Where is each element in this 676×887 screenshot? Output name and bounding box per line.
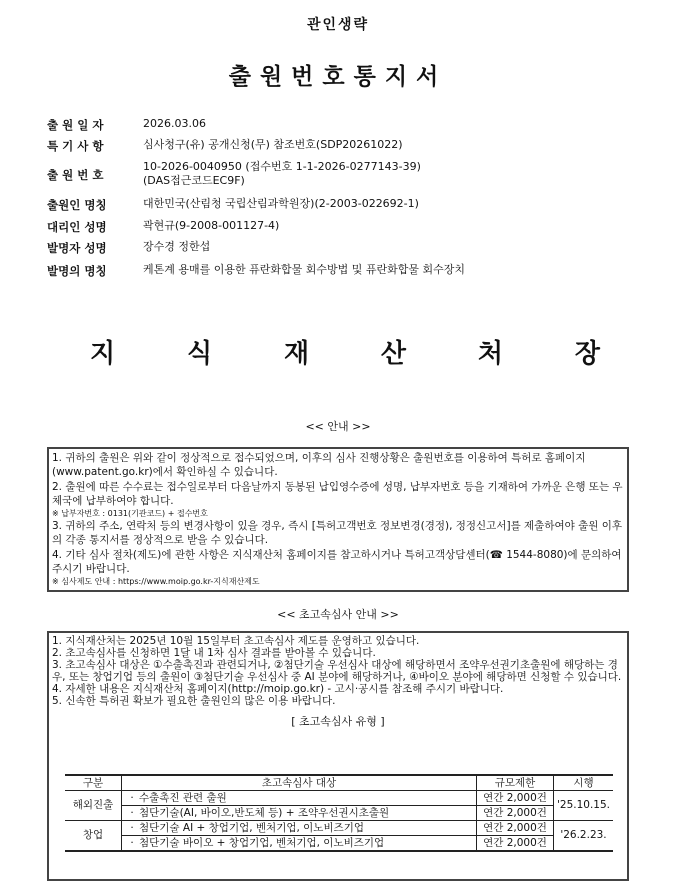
limit-cell: 연간 2,000건 xyxy=(477,791,554,806)
office-char: 처 xyxy=(477,339,503,369)
express-item: 3. 초고속심사 대상은 ①수출촉진과 관련되거나, ②첨단기술 우선심사 대상에 해당하면서 조약우선권기초출원에 해당하는 경우, 또는 창업기업 등의 출원이 ③첨단기술 우선심사 중 AI 분야에 해당하거나, ④바이오 분야에 해당하면 신청할 수 있습니다. xyxy=(52,659,622,684)
date-cell: '26.2.23. xyxy=(554,821,613,852)
column-header: 시행 xyxy=(554,775,613,791)
express-item: 4. 자세한 내용은 지식재산처 홈페이지(http://moip.go.kr) - 고시·공시를 참조해 주시기 바랍니다. xyxy=(52,683,504,696)
field-value: 곽현규(9-2008-001127-4) xyxy=(143,219,280,232)
express-item: 1. 지식재산처는 2025년 10월 15일부터 초고속심사 제도를 운영하고 있습니다. xyxy=(52,635,420,647)
table-row xyxy=(65,821,613,836)
office-char: 지 xyxy=(90,339,116,369)
group-name: 해외진출 xyxy=(65,791,122,821)
limit-cell: 연간 2,000건 xyxy=(477,806,554,821)
guide-item: 4. 기타 심사 절차(제도)에 관한 사항은 지식재산처 홈페이지를 참고하시거나 특허고객상담센터(☎ 1544-8080)에 문의하여 주시기 바랍니다. xyxy=(52,548,622,576)
target-cell xyxy=(122,806,477,821)
office-char: 식 xyxy=(186,339,213,369)
column-header: 구분 xyxy=(65,775,122,791)
table-row xyxy=(65,836,613,852)
express-types-table xyxy=(65,774,613,852)
field-value: 심사청구(유) 공개신청(무) 참조번호(SDP20261022) xyxy=(143,138,403,151)
field-value-secondary: (DAS접근코드EC9F) xyxy=(143,174,245,187)
guide-item: 2. 출원에 따른 수수료는 접수일로부터 다음날까지 동봉된 납입영수증에 성명, 납부자번호 등을 기재하여 가까운 은행 또는 우체국에 납부하여야 합니다. xyxy=(52,480,623,507)
office-char: 산 xyxy=(380,339,407,369)
target-text: 첨단기술 바이오 + 창업기업, 벤처기업, 이노비즈기업 xyxy=(139,836,385,849)
field-value: 케톤계 용매를 이용한 퓨란화합물 회수방법 및 퓨란화합물 회수장치 xyxy=(143,263,466,276)
field-label: 특 기 사 항 xyxy=(47,139,104,153)
target-text: 수출촉진 관련 출원 xyxy=(139,791,227,804)
guide-note: ※ 심사제도 안내 : https://www.moip.go.kr-지식재산제도 xyxy=(52,577,260,587)
bullet: · xyxy=(130,836,134,849)
bullet: · xyxy=(130,791,134,804)
date-cell: '25.10.15. xyxy=(557,799,610,811)
document-title: 출원번호통지서 xyxy=(228,64,448,90)
field-value: 10-2026-0040950 (접수번호 1-1-2026-0277143-39) xyxy=(143,160,421,173)
issuing-office xyxy=(90,333,600,370)
table-row xyxy=(65,806,613,821)
target-cell xyxy=(122,791,477,806)
column-header: 규모제한 xyxy=(477,775,554,791)
office-char: 장 xyxy=(574,339,600,369)
express-table-title: [ 초고속심사 유형 ] xyxy=(291,714,385,728)
group-name: 창업 xyxy=(65,821,122,852)
seal-omitted-label: 관인생략 xyxy=(306,17,370,33)
table-row xyxy=(65,791,613,806)
guide-item: 1. 귀하의 출원은 위와 같이 정상적으로 접수되었으며, 이후의 심사 진행상황은 출원번호를 이용하여 특허로 홈페이지(www.patent.go.kr)에서 확인하실 수 있습니다. xyxy=(52,452,586,479)
express-box xyxy=(47,631,629,881)
target-text: 첨단기술(AI, 바이오,반도체 등) + 조약우선권시초출원 xyxy=(139,806,390,819)
field-label: 대리인 성명 xyxy=(47,220,107,234)
guide-item: 3. 귀하의 주소, 연락처 등의 변경사항이 있을 경우, 즉시 [특허고객번호 정보변경(경정), 정정신고서]를 제출하여야 출원 이후의 각종 통지서를 정상적으로 받을 수 있습니다. xyxy=(52,520,623,547)
guide-box xyxy=(47,447,629,592)
field-value: 장수경 정한섭 xyxy=(143,240,211,253)
target-text: 첨단기술 AI + 창업기업, 벤처기업, 이노비즈기업 xyxy=(139,821,365,834)
office-char: 재 xyxy=(283,339,310,369)
table-header-row xyxy=(65,775,613,791)
express-item: 5. 신속한 특허권 확보가 필요한 출원인의 많은 이용 바랍니다. xyxy=(52,695,336,708)
guide-note: ※ 납부자번호 : 0131(기관코드) + 접수번호 xyxy=(52,509,208,519)
limit-cell: 연간 2,000건 xyxy=(477,836,554,852)
guide-title: << 안내 >> xyxy=(305,420,371,433)
column-header: 초고속심사 대상 xyxy=(122,775,477,791)
bullet: · xyxy=(130,821,134,834)
bullet: · xyxy=(130,806,134,819)
field-value: 대한민국(산림청 국립산림과학원장)(2-2003-022692-1) xyxy=(143,197,419,210)
field-label: 출원인 명칭 xyxy=(47,198,107,212)
field-label: 출 원 일 자 xyxy=(47,118,104,132)
target-cell xyxy=(122,821,477,836)
field-label: 발명자 성명 xyxy=(47,241,107,255)
field-value: 2026.03.06 xyxy=(143,117,206,130)
express-title: << 초고속심사 안내 >> xyxy=(277,608,399,621)
limit-cell: 연간 2,000건 xyxy=(477,821,554,836)
field-label: 출 원 번 호 xyxy=(47,168,104,182)
express-item: 2. 초고속심사를 신청하면 1달 내 1차 심사 결과를 받아볼 수 있습니다. xyxy=(52,647,376,660)
target-cell xyxy=(122,836,477,852)
field-label: 발명의 명칭 xyxy=(47,264,107,278)
